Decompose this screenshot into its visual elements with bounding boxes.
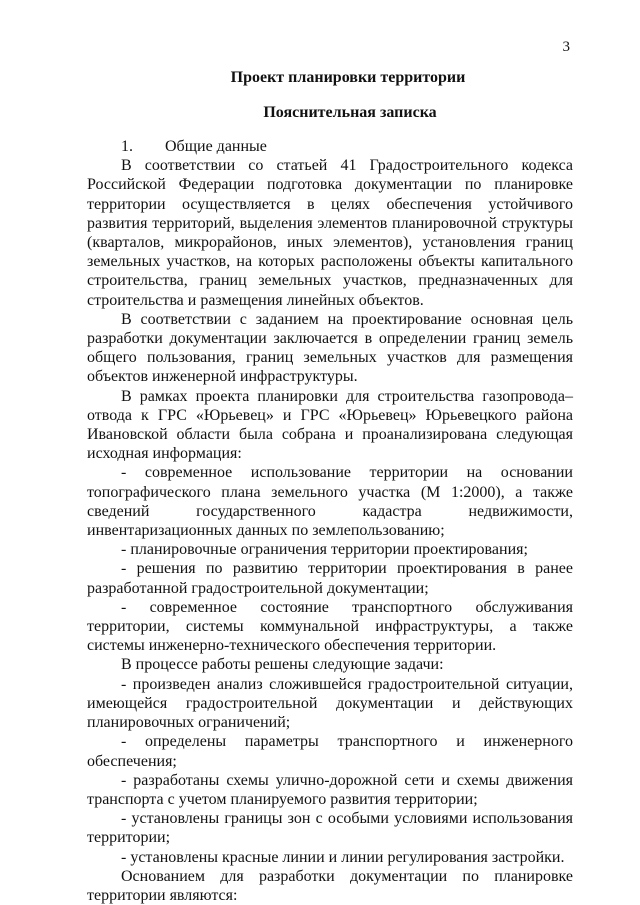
list-item: - установлены красные линии и линии регулирования застройки. [121, 848, 565, 866]
list-item: - решения по развитию территории проектирования в ранее разработанной градостроительной документации; [87, 560, 573, 597]
document-title: Проект планировки территории [230, 69, 466, 86]
paragraph: В соответствии с заданием на проектирование основная цель разработки документации заключается в определении границ земель общего пользования, границ земельных участков для размещения объектов инженерной инфраструктуры. [87, 310, 573, 386]
paragraph: В процессе работы решены следующие задачи: [121, 656, 444, 674]
page-number: 3 [562, 39, 570, 55]
list-item: - установлены границы зон с особыми условиями использования территории; [87, 810, 573, 847]
paragraph: В соответствии со статьей 41 Градостроительного кодекса Российской Федерации подготовка документации по планировке территории осуществляется в целях обеспечения устойчивого развития территорий, выделения элементов планировочной структуры (кварталов, микрорайонов, иных элементов), установления границ земельных участков, на которых расположены объекты капитального строительства, границ земельных участков, предназначенных для строительства и размещения линейных объектов. [87, 157, 573, 309]
list-item: - разработаны схемы улично-дорожной сети и схемы движения транспорта с учетом планируемого развития территории; [87, 771, 573, 808]
document-subtitle: Пояснительная записка [263, 104, 437, 121]
section-heading-text: Общие данные [165, 138, 267, 155]
section-heading [87, 137, 573, 156]
list-item: - современное состояние транспортного обслуживания территории, системы коммунальной инфраструктуры, а также системы инженерно-технического обеспечения территории. [87, 598, 573, 655]
paragraph: В рамках проекта планировки для строительства газопровода–отвода к ГРС «Юрьевец» и ГРС «Юрьевец» Юрьевецкого района Ивановской области была собрана и проанализирована следующая исходная информация: [87, 387, 573, 463]
paragraph: Основанием для разработки документации по планировке территории являются: [87, 867, 573, 904]
list-item: - определены параметры транспортного и инженерного обеспечения; [87, 733, 573, 770]
list-item: - произведен анализ сложившейся градостроительной ситуации, имеющейся градостроительной документации и действующих планировочных ограничений; [87, 675, 573, 732]
section-number: 1. [121, 138, 133, 155]
list-item: - современное использование территории на основании топографического плана земельного участка (М 1:2000), а также сведений государственного кадастра недвижимости, инвентаризационных данных по землепользованию; [87, 464, 573, 540]
body-text [87, 137, 573, 905]
list-item: - планировочные ограничения территории проектирования; [121, 541, 528, 559]
